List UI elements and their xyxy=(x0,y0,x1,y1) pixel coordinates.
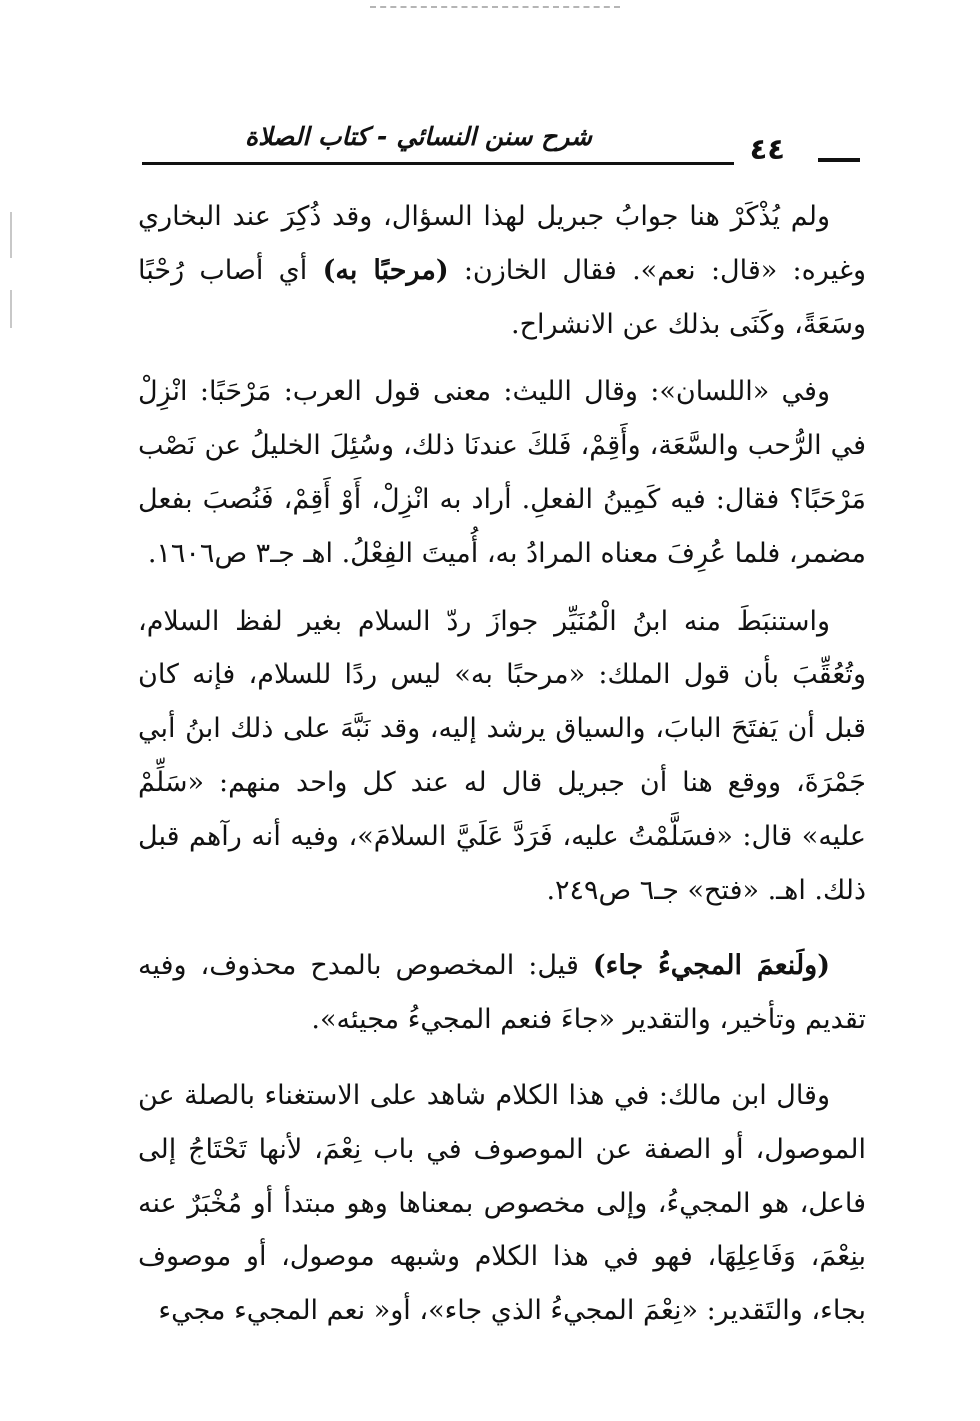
body-text xyxy=(138,190,866,1352)
scan-edge-marks xyxy=(370,6,620,10)
quoted-phrase: (ولَنعمَ المجيءُ جاء) xyxy=(592,950,830,982)
paragraph xyxy=(138,1069,866,1338)
text-segment: وقال ابن مالك: في هذا الكلام شاهد على الاستغناء بالصلة عن الموصول، أو الصفة عن الموصوف في باب نِعْمَ، لأنها تَحْتَاجُ إلى فاعل، هو المجيءُ، وإلى مخصوص بمعناها وهو مبتدأ أو مُخْبَرٌ عنه بنِعْمَ، وَفَاعِلِهَا، فهو في هذا الكلام وشبهه موصول، أو موصوف بجاء، والتَقدير: «نِعْمَ المجيءُ الذي جاء»، أو« نعم المجيء مجيء xyxy=(138,1079,866,1327)
quoted-phrase: (مرحبًا به) xyxy=(322,254,449,286)
header-rule xyxy=(142,162,734,165)
running-title: شرح سنن النسائي - كتاب الصلاة xyxy=(245,122,592,151)
page-header xyxy=(140,118,860,178)
margin-mark xyxy=(10,212,12,258)
paragraph xyxy=(138,365,866,580)
margin-mark xyxy=(10,290,12,328)
text-segment: وفي «اللسان»: وقال الليث: معنى قول العرب: مَرْحَبًا: انْزِلْ في الرُّحب والسَّعَة، وأَقِمْ، فَلكَ عندنَا ذلك، وسُئِلَ الخليلُ عن نَصْب مَرْحَبًا؟ فقال: فيه كَمِينُ الفعلِ. أراد به انْزِلْ، أَوْ أَقِمْ، فَنُصبَ بفعل مضمر، فلما عُرِفَ معناه المرادُ به، أُميتَ الفِعْلُ. اهـ جـ٣ ص١٦٠٦. xyxy=(138,376,866,569)
page-number-dash xyxy=(818,158,860,162)
text-segment: قيل: المخصوص بالمدح محذوف، وفيه تقديم وتأخير، والتقدير «جاءَ فنعم المجيءُ مجيئه». xyxy=(138,950,866,1036)
paragraph xyxy=(138,190,866,351)
paragraph xyxy=(138,939,866,1047)
text-segment: واستنبَطَ منه ابنُ الْمُنَيِّر جوازَ ردّ السلام بغير لفظ السلام، وتُعُقِّبَ بأن قول الملك: «مرحبًا به» ليس ردًا للسلام، فإنه كان قبل أن يَفتَحَ البابَ، والسياق يرشد إليه، وقد نَبَّهَ على ذلك ابنُ أبي جَمْرَةَ، ووقع هنا أن جبريل قال له عند كل واحد منهم: «سَلِّمْ عليه» قال: «فسَلَّمْتُ عليه، فَرَدَّ عَلَيَّ السلامَ»، وفيه أنه رآهم قبل ذلك. اهـ. «فتح» جـ٦ ص٢٤٩. xyxy=(138,605,866,906)
text-segment: أي أصاب رُحْبًا وسَعَةً، وكَنَى بذلك عن الانشراح. xyxy=(138,254,866,340)
page-number: ٤٤ xyxy=(749,132,785,166)
text-segment: ولم يُذْكَرْ هنا جوابُ جبريل لهذا السؤال، وقد ذُكِرَ عند البخاري وغيره: «قال: نعم». فقال الخازن: xyxy=(138,201,867,286)
paragraph xyxy=(138,595,866,918)
